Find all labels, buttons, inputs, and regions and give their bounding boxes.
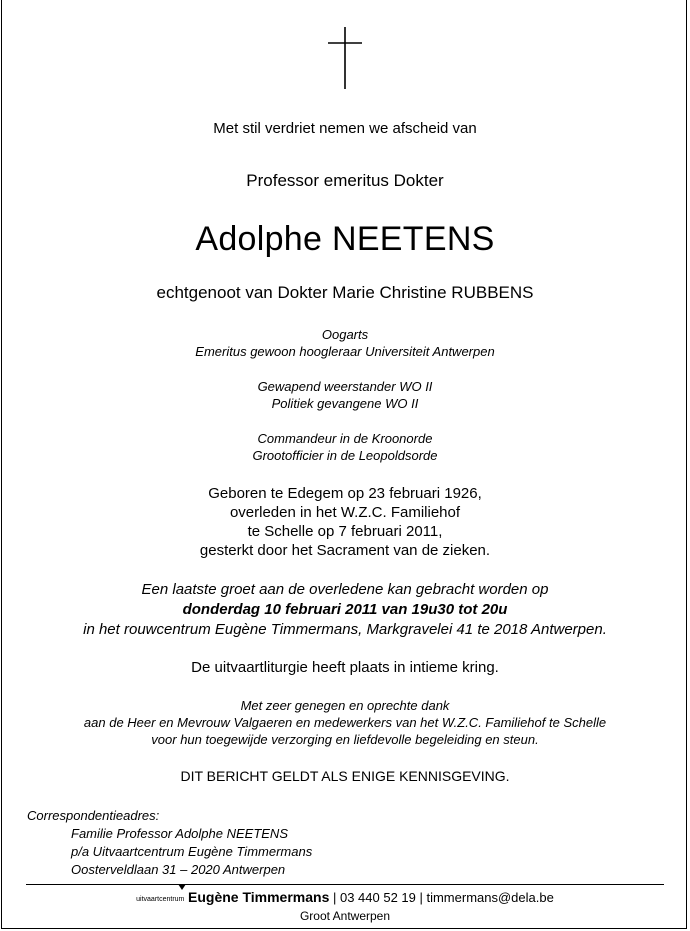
spouse-line: echtgenoot van Dokter Marie Christine RUBBENS xyxy=(156,283,534,302)
thanks-block xyxy=(0,697,690,748)
brand-name: Eugène Timmermans xyxy=(188,889,330,905)
funeral-text: De uitvaartliturgie heeft plaats in intieme kring. xyxy=(191,659,499,676)
footer-region: Groot Antwerpen xyxy=(299,909,391,923)
title-line: Commandeur in de Kroonorde xyxy=(257,431,433,446)
title-line: Grootofficier in de Leopoldsorde xyxy=(252,448,438,463)
cross-icon xyxy=(328,27,362,89)
official-notice: DIT BERICHT GELDT ALS ENIGE KENNISGEVING. xyxy=(180,768,510,784)
deceased-name: Adolphe NEETENS xyxy=(195,220,495,258)
title-line: Politiek gevangene WO II xyxy=(271,396,419,411)
thanks-line: voor hun toegewijde verzorging en liefdevolle begeleiding en steun. xyxy=(151,732,539,747)
footer-divider xyxy=(26,884,664,885)
brand-prefix: uitvaartcentrum xyxy=(136,896,185,903)
birth-death-line: te Schelle op 7 februari 2011, xyxy=(247,523,443,540)
correspondence-line: Familie Professor Adolphe NEETENS xyxy=(71,826,288,841)
title-line: Emeritus gewoon hoogleraar Universiteit Antwerpen xyxy=(195,344,495,359)
correspondence-line: Oosterveldlaan 31 – 2020 Antwerpen xyxy=(71,862,286,877)
visitation-datetime: donderdag 10 februari 2011 van 19u30 tot 20u xyxy=(182,601,508,618)
visitation-location: in het rouwcentrum Eugène Timmermans, Markgravelei 41 te 2018 Antwerpen. xyxy=(83,621,607,638)
notice-frame xyxy=(1,0,687,929)
correspondence-line: p/a Uitvaartcentrum Eugène Timmermans xyxy=(71,844,313,859)
intro-text: Met stil verdriet nemen we afscheid van xyxy=(213,120,477,137)
birth-death-line: Geboren te Edegem op 23 februari 1926, xyxy=(208,485,482,502)
visitation-intro: Een laatste groet aan de overledene kan gebracht worden op xyxy=(141,581,549,598)
birth-death-block xyxy=(0,484,690,560)
correspondence-label: Correspondentieadres: xyxy=(27,808,160,823)
deceased-title: Professor emeritus Dokter xyxy=(246,171,444,190)
title-group-war xyxy=(0,378,690,412)
title-group-honours xyxy=(0,430,690,464)
birth-death-line: gesterkt door het Sacrament van de zieken. xyxy=(199,542,491,559)
title-line: Gewapend weerstander WO II xyxy=(257,379,433,394)
birth-death-line: overleden in het W.Z.C. Familiehof xyxy=(229,504,461,521)
thanks-line: Met zeer genegen en oprechte dank xyxy=(240,698,450,713)
funeral-home-footer xyxy=(0,889,690,905)
correspondence-block xyxy=(27,807,312,879)
thanks-line: aan de Heer en Mevrouw Valgaeren en medewerkers van het W.Z.C. Familiehof te Schelle xyxy=(83,715,607,730)
contact-info: | 03 440 52 19 | timmermans@dela.be xyxy=(329,890,554,905)
title-group-profession xyxy=(0,326,690,360)
title-line: Oogarts xyxy=(321,327,369,342)
visitation-block xyxy=(0,580,690,640)
